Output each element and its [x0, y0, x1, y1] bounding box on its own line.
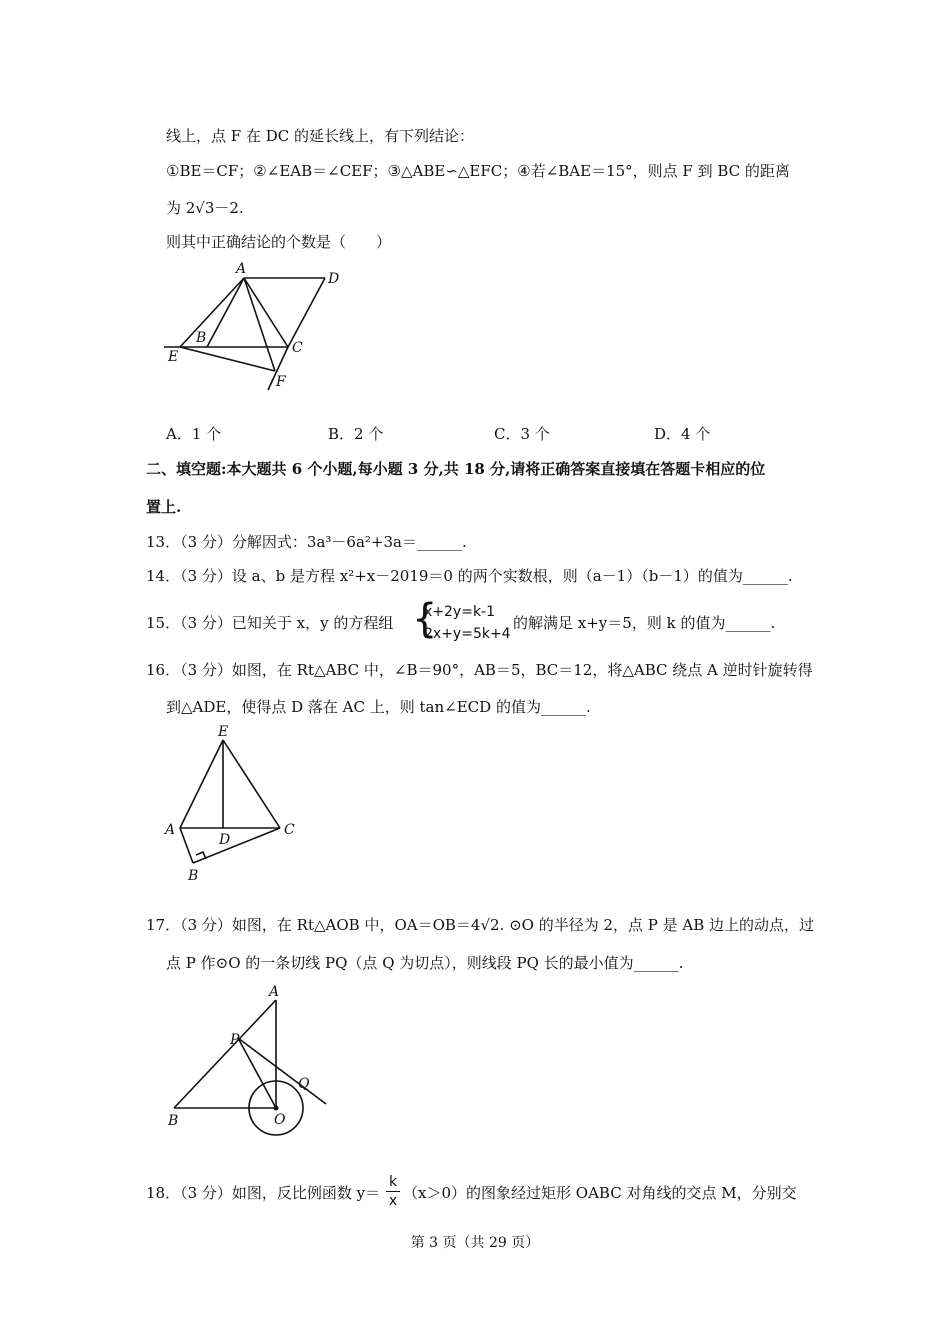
- q12-line1: 线上，点 F 在 DC 的延长线上，有下列结论：: [166, 127, 474, 145]
- q18-prefix: 18．（3 分）如图，反比例函数 y＝: [146, 1184, 381, 1202]
- choice-d: D．4 个: [654, 425, 711, 443]
- q16-line2: 到△ADE，使得点 D 落在 AC 上，则 tan∠ECD 的值为______.: [166, 698, 591, 716]
- fig12-label-f: F: [276, 374, 286, 390]
- fig12-label-a: A: [236, 261, 247, 277]
- choice-a: A．1 个: [166, 425, 222, 443]
- fig16-label-d: D: [219, 832, 231, 848]
- q17-line1: 17．（3 分）如图，在 Rt△AOB 中，OA＝OB＝4√2. ⊙O 的半径为 2，点 P 是 AB 边上的动点，过: [146, 916, 815, 934]
- fig16-label-e: E: [218, 724, 229, 740]
- page-footer: 第 3 页（共 29 页）: [410, 1235, 540, 1251]
- q18-frac-den: x: [388, 1193, 398, 1209]
- section2-heading-line2: 置上.: [146, 498, 182, 516]
- fig17-label-a: A: [269, 984, 280, 1000]
- q15-brace: {: [412, 596, 438, 642]
- q17-line2: 点 P 作⊙O 的一条切线 PQ（点 Q 为切点），则线段 PQ 长的最小值为______.: [166, 954, 684, 972]
- fig12-label-b: B: [196, 330, 207, 346]
- q14-text: 14．（3 分）设 a、b 是方程 x²+x－2019＝0 的两个实数根，则（a－1）（b－1）的值为______.: [146, 567, 793, 585]
- choice-b: B．2 个: [328, 425, 384, 443]
- q18-frac-num: k: [386, 1173, 400, 1192]
- fig16-label-b: B: [188, 868, 199, 884]
- q12-line2: ①BE＝CF；②∠EAB＝∠CEF；③△ABE∽△EFC；④若∠BAE＝15°，则点 F 到 BC 的距离: [166, 162, 790, 180]
- q12-line4: 则其中正确结论的个数是（ ）: [166, 233, 392, 251]
- q18-fraction: [386, 1173, 400, 1210]
- fig12-label-e: E: [168, 349, 179, 365]
- q15-eq2: 2x+y=5k+4: [424, 626, 511, 642]
- q16-line1: 16．（3 分）如图，在 Rt△ABC 中，∠B＝90°，AB＝5，BC＝12，将△ABC 绕点 A 逆时针旋转得: [146, 661, 813, 679]
- section2-heading-line1: 二、填空题:本大题共 6 个小题,每小题 3 分,共 18 分,请将正确答案直接填在答题卡相应的位: [146, 460, 766, 478]
- q12-figure: [160, 258, 360, 398]
- q15-prefix: 15．（3 分）已知关于 x，y 的方程组: [146, 614, 394, 632]
- fig12-label-d: D: [328, 271, 340, 287]
- fig16-label-a: A: [165, 822, 176, 838]
- q15-system: [424, 601, 511, 645]
- fig16-label-c: C: [284, 822, 295, 838]
- choice-c: C．3 个: [494, 425, 550, 443]
- q18-suffix: （x＞0）的图象经过矩形 OABC 对角线的交点 M，分别交: [403, 1184, 797, 1202]
- q15-suffix: 的解满足 x+y＝5，则 k 的值为______.: [513, 614, 776, 632]
- q15-eq1: x+2y=k-1: [424, 604, 496, 620]
- fig17-label-q: Q: [298, 1076, 310, 1092]
- q12-line3: 为 2√3－2.: [166, 199, 244, 217]
- fig17-label-p: P: [230, 1032, 240, 1048]
- fig12-label-c: C: [292, 340, 303, 356]
- q17-figure: [160, 980, 340, 1140]
- fig17-label-o: O: [274, 1112, 286, 1128]
- q16-figure: [160, 722, 310, 887]
- fig17-label-b: B: [168, 1113, 179, 1129]
- q13-text: 13．（3 分）分解因式：3a³－6a²+3a＝______.: [146, 533, 467, 551]
